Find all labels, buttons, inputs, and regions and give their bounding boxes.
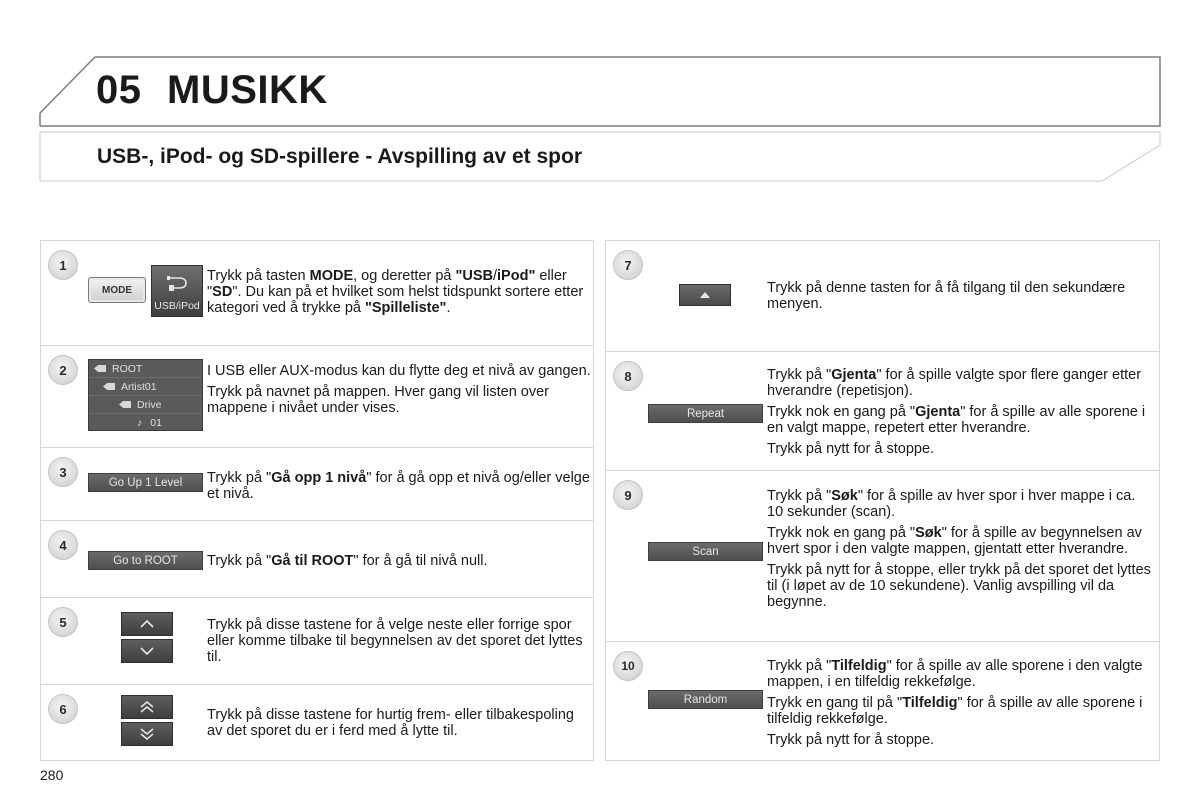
step-9 <box>606 470 1159 641</box>
chevron-up-icon <box>140 620 154 628</box>
step-6 <box>41 684 593 762</box>
secondary-menu-button[interactable] <box>679 284 731 306</box>
step-badge: 6 <box>48 694 78 724</box>
step-4 <box>41 520 593 597</box>
music-note-icon: ♪ <box>137 417 143 429</box>
step-9-text: Trykk på "Søk" for å spille av hver spor i hver mappe i ca. 10 sekunder (scan). Trykk nok en gang på "Søk" for å spille av begynnelsen av hvert spor i den valgte mappen, gjentatt etter hverandre. Trykk på nytt for å stoppe, eller trykk på det sporet det lyttes til (i løpet av de 10 sekundene). Vanlig avspilling vil da begynne. <box>767 488 1151 610</box>
tree-item-drive[interactable]: Drive <box>89 396 202 414</box>
chapter-number: 05 <box>96 68 142 112</box>
step-badge: 2 <box>48 355 78 385</box>
step-badge: 5 <box>48 607 78 637</box>
step-badge: 3 <box>48 457 78 487</box>
tree-item-track[interactable]: ♪ 01 <box>137 417 162 429</box>
scan-button[interactable]: Scan <box>648 542 763 561</box>
chevron-down-icon <box>140 647 154 655</box>
page-number: 280 <box>40 767 64 783</box>
random-button[interactable]: Random <box>648 690 763 709</box>
step-8 <box>606 351 1159 470</box>
step-6-text: Trykk på disse tastene for hurtig frem- eller tilbakespoling av det sporet du er i ferd med å lytte til. <box>207 707 574 739</box>
step-5 <box>41 597 593 684</box>
step-7 <box>606 241 1159 351</box>
double-chevron-down-icon <box>140 728 154 740</box>
step-badge: 1 <box>48 250 78 280</box>
folder-back-icon <box>94 365 106 372</box>
go-to-root-button[interactable]: Go to ROOT <box>88 551 203 570</box>
step-3-text: Trykk på "Gå opp 1 nivå" for å gå opp et nivå og/eller velge et nivå. <box>207 470 590 502</box>
section-title: USB-, iPod- og SD-spillere - Avspilling av et spor <box>97 145 583 168</box>
usb-cable-icon <box>166 272 190 296</box>
step-badge: 10 <box>613 651 643 681</box>
right-steps-panel <box>605 240 1160 761</box>
step-badge: 8 <box>613 361 643 391</box>
previous-track-button[interactable] <box>121 612 173 636</box>
tree-item-root[interactable]: ROOT <box>89 360 202 378</box>
folder-back-icon <box>103 383 115 390</box>
step-2-text: I USB eller AUX-modus kan du flytte deg et nivå av gangen. Trykk på navnet på mappen. Hver gang vil listen over mappene i nivået under vises. <box>207 363 591 416</box>
step-badge: 9 <box>613 480 643 510</box>
folder-back-icon <box>119 401 131 408</box>
step-1-text: Trykk på tasten MODE, og deretter på "USB/iPod" eller "SD". Du kan på et hvilket som helst tidspunkt sortere etter kategori ved å trykke på "Spilleliste". <box>207 268 584 316</box>
step-7-text: Trykk på denne tasten for å få tilgang til den sekundære menyen. <box>767 280 1126 312</box>
step-3 <box>41 447 593 520</box>
rewind-button[interactable] <box>121 722 173 746</box>
chapter-title: MUSIKK <box>167 68 328 112</box>
tree-item-artist[interactable]: Artist01 <box>89 378 202 396</box>
repeat-button[interactable]: Repeat <box>648 404 763 423</box>
step-8-text: Trykk på "Gjenta" for å spille valgte spor flere ganger etter hverandre (repetisjon). Trykk nok en gang på "Gjenta" for å spille av alle sporene i en valgt mappe, repetert etter hverandre. Trykk på nytt for å stoppe. <box>767 367 1146 457</box>
step-badge: 4 <box>48 530 78 560</box>
triangle-up-icon <box>700 292 710 298</box>
step-10-text: Trykk på "Tilfeldig" for å spille av alle sporene i den valgte mappen, i en tilfeldig rekkefølge. Trykk en gang til på "Tilfeldig" for å spille av alle sporene i tilfeldig rekkefølge. Trykk på nytt for å stoppe. <box>767 658 1143 748</box>
usb-ipod-button[interactable] <box>151 265 203 317</box>
left-steps-panel <box>40 240 594 761</box>
step-5-text: Trykk på disse tastene for å velge neste eller forrige spor eller komme tilbake til begynnelsen av det sporet det lyttes til. <box>207 617 583 665</box>
folder-tree-screen <box>88 359 203 431</box>
usb-ipod-label: USB/iPod <box>154 300 200 312</box>
step-4-text: Trykk på "Gå til ROOT" for å gå til nivå null. <box>207 553 488 569</box>
mode-button[interactable]: MODE <box>88 277 146 303</box>
step-2 <box>41 345 593 447</box>
step-10 <box>606 641 1159 762</box>
double-chevron-up-icon <box>140 701 154 713</box>
fast-forward-button[interactable] <box>121 695 173 719</box>
step-badge: 7 <box>613 250 643 280</box>
step-1 <box>41 241 593 345</box>
next-track-button[interactable] <box>121 639 173 663</box>
go-up-1-level-button[interactable]: Go Up 1 Level <box>88 473 203 492</box>
